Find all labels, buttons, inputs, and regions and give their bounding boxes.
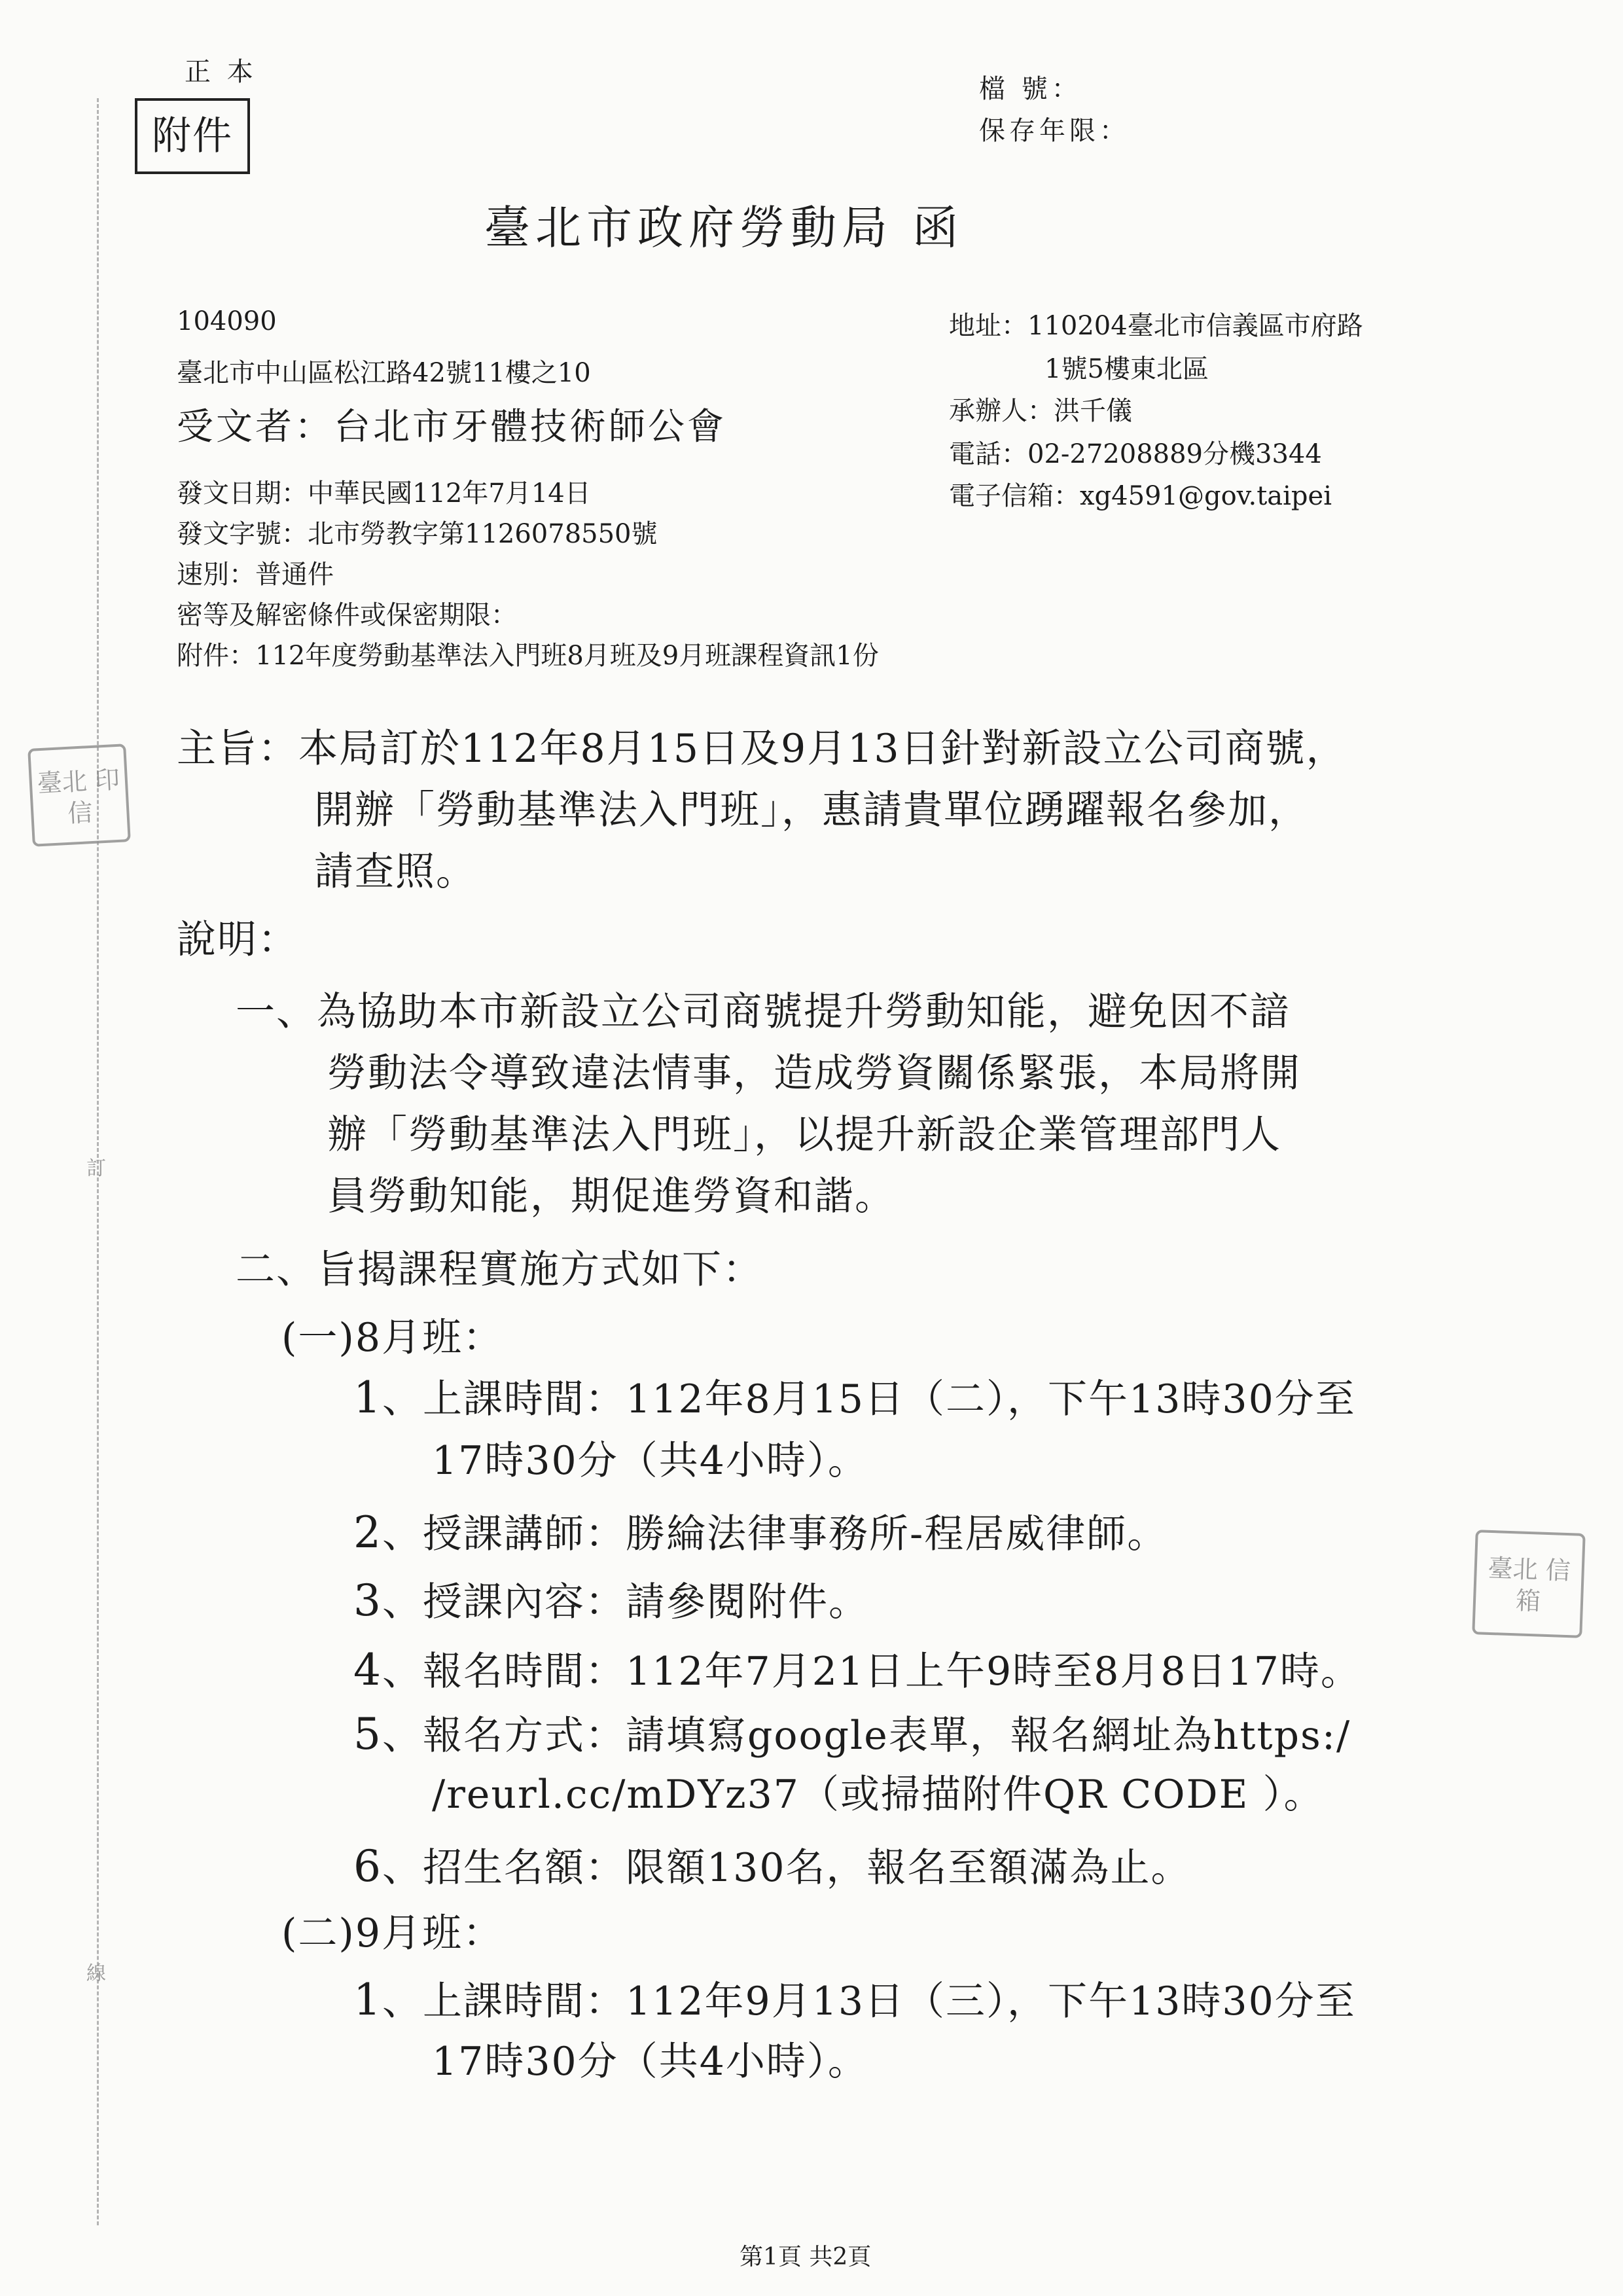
recipient-address: 臺北市中山區松江路42號11樓之10 [177,358,591,388]
file-number-label: 檔 號： [979,74,1082,104]
september-item-1-cont: 17時30分（共4小時）。 [432,2039,868,2085]
retention-period-label: 保存年限： [979,116,1130,146]
page-footer: 第1頁 共2頁 [740,2244,872,2270]
secrecy-level: 密等及解密條件或保密期限： [177,600,517,630]
explanation-item-2: 二、旨揭課程實施方式如下： [236,1247,763,1293]
seal-stamp-right [1472,1530,1585,1638]
attachment-stamp: 附件 [135,98,250,174]
seal-stamp-left [27,744,131,847]
sender-address-line1: 地址：110204臺北市信義區市府路 [949,311,1363,341]
binding-mark-ding: 訂 [86,1157,106,1180]
delivery-speed: 速別：普通件 [177,560,334,590]
august-class-heading: (一)8月班： [281,1315,503,1361]
item-number: 5 [353,1709,382,1759]
phone: 電話：02-27208889分機3344 [949,439,1322,469]
document-title: 臺北市政府勞動局 函 [484,201,964,255]
august-item-4 [353,1640,1361,1702]
item-text: 、報名方式：請填寫google表單，報名網址為https:/ [382,1713,1351,1759]
item-text: 、授課內容：請參閱附件。 [382,1579,869,1625]
september-class-heading: (二)9月班： [281,1910,503,1956]
postal-code: 104090 [177,306,277,336]
item-number: 1 [353,1372,382,1423]
august-item-3 [353,1571,869,1632]
item-text: 、上課時間：112年8月15日（二），下午13時30分至 [382,1376,1356,1422]
item-text: 、報名時間：112年7月21日上午9時至8月8日17時。 [382,1649,1361,1695]
document-number: 發文字號：北市勞教字第1126078550號 [177,519,658,549]
subject-line-3: 請查照。 [314,849,476,895]
explanation-heading: 說明： [177,917,298,963]
original-copy-label: 正 本 [185,57,257,87]
september-item-1 [353,1970,1356,2032]
email: 電子信箱：xg4591@gov.taipei [949,481,1332,511]
issue-date: 發文日期：中華民國112年7月14日 [177,478,591,509]
explanation-item-1-line-4: 員勞動知能，期促進勞資和諧。 [327,1174,895,1219]
item-text: 、授課講師：勝綸法律事務所-程居威律師。 [382,1511,1168,1557]
august-item-1-cont: 17時30分（共4小時）。 [432,1438,868,1484]
subject-line-2: 開辦「勞動基準法入門班」，惠請貴單位踴躍報名參加， [314,787,1309,833]
subject-line-1: 主旨：本局訂於112年8月15日及9月13日針對新設立公司商號， [177,726,1347,772]
seal-text: 臺北 印信 [36,764,121,828]
explanation-item-1-line-2: 勞動法令導致違法情事，造成勞資關係緊張，本局將開 [327,1050,1301,1096]
item-text: 、招生名額：限額130名，報名至額滿為止。 [382,1845,1192,1891]
item-text: 、上課時間：112年9月13日（三），下午13時30分至 [382,1979,1356,2024]
explanation-item-1-line-1: 一、為協助本市新設立公司商號提升勞動知能，避免因不諳 [236,989,1291,1035]
item-number: 1 [353,1975,382,2025]
seal-text: 臺北 信箱 [1487,1553,1571,1616]
item-number: 4 [353,1645,382,1695]
item-number: 6 [353,1841,382,1892]
sender-address-line2: 1號5樓東北區 [1044,354,1209,384]
august-item-2 [353,1503,1168,1564]
binding-mark-xian: 線 [86,1962,106,1985]
explanation-item-1-line-3: 辦「勞動基準法入門班」，以提升新設企業管理部門人 [327,1112,1281,1158]
august-item-6 [353,1837,1192,1898]
august-item-1 [353,1368,1356,1429]
attachment-line: 附件：112年度勞動基準法入門班8月班及9月班課程資訊1份 [177,641,879,671]
handler: 承辦人：洪千儀 [949,396,1132,426]
item-number: 2 [353,1507,382,1558]
august-item-5-cont: /reurl.cc/mDYz37（或掃描附件QR CODE ）。 [432,1772,1325,1818]
august-item-5 [353,1704,1351,1766]
recipient: 受文者：台北市牙體技術師公會 [177,406,726,448]
item-number: 3 [353,1575,382,1626]
